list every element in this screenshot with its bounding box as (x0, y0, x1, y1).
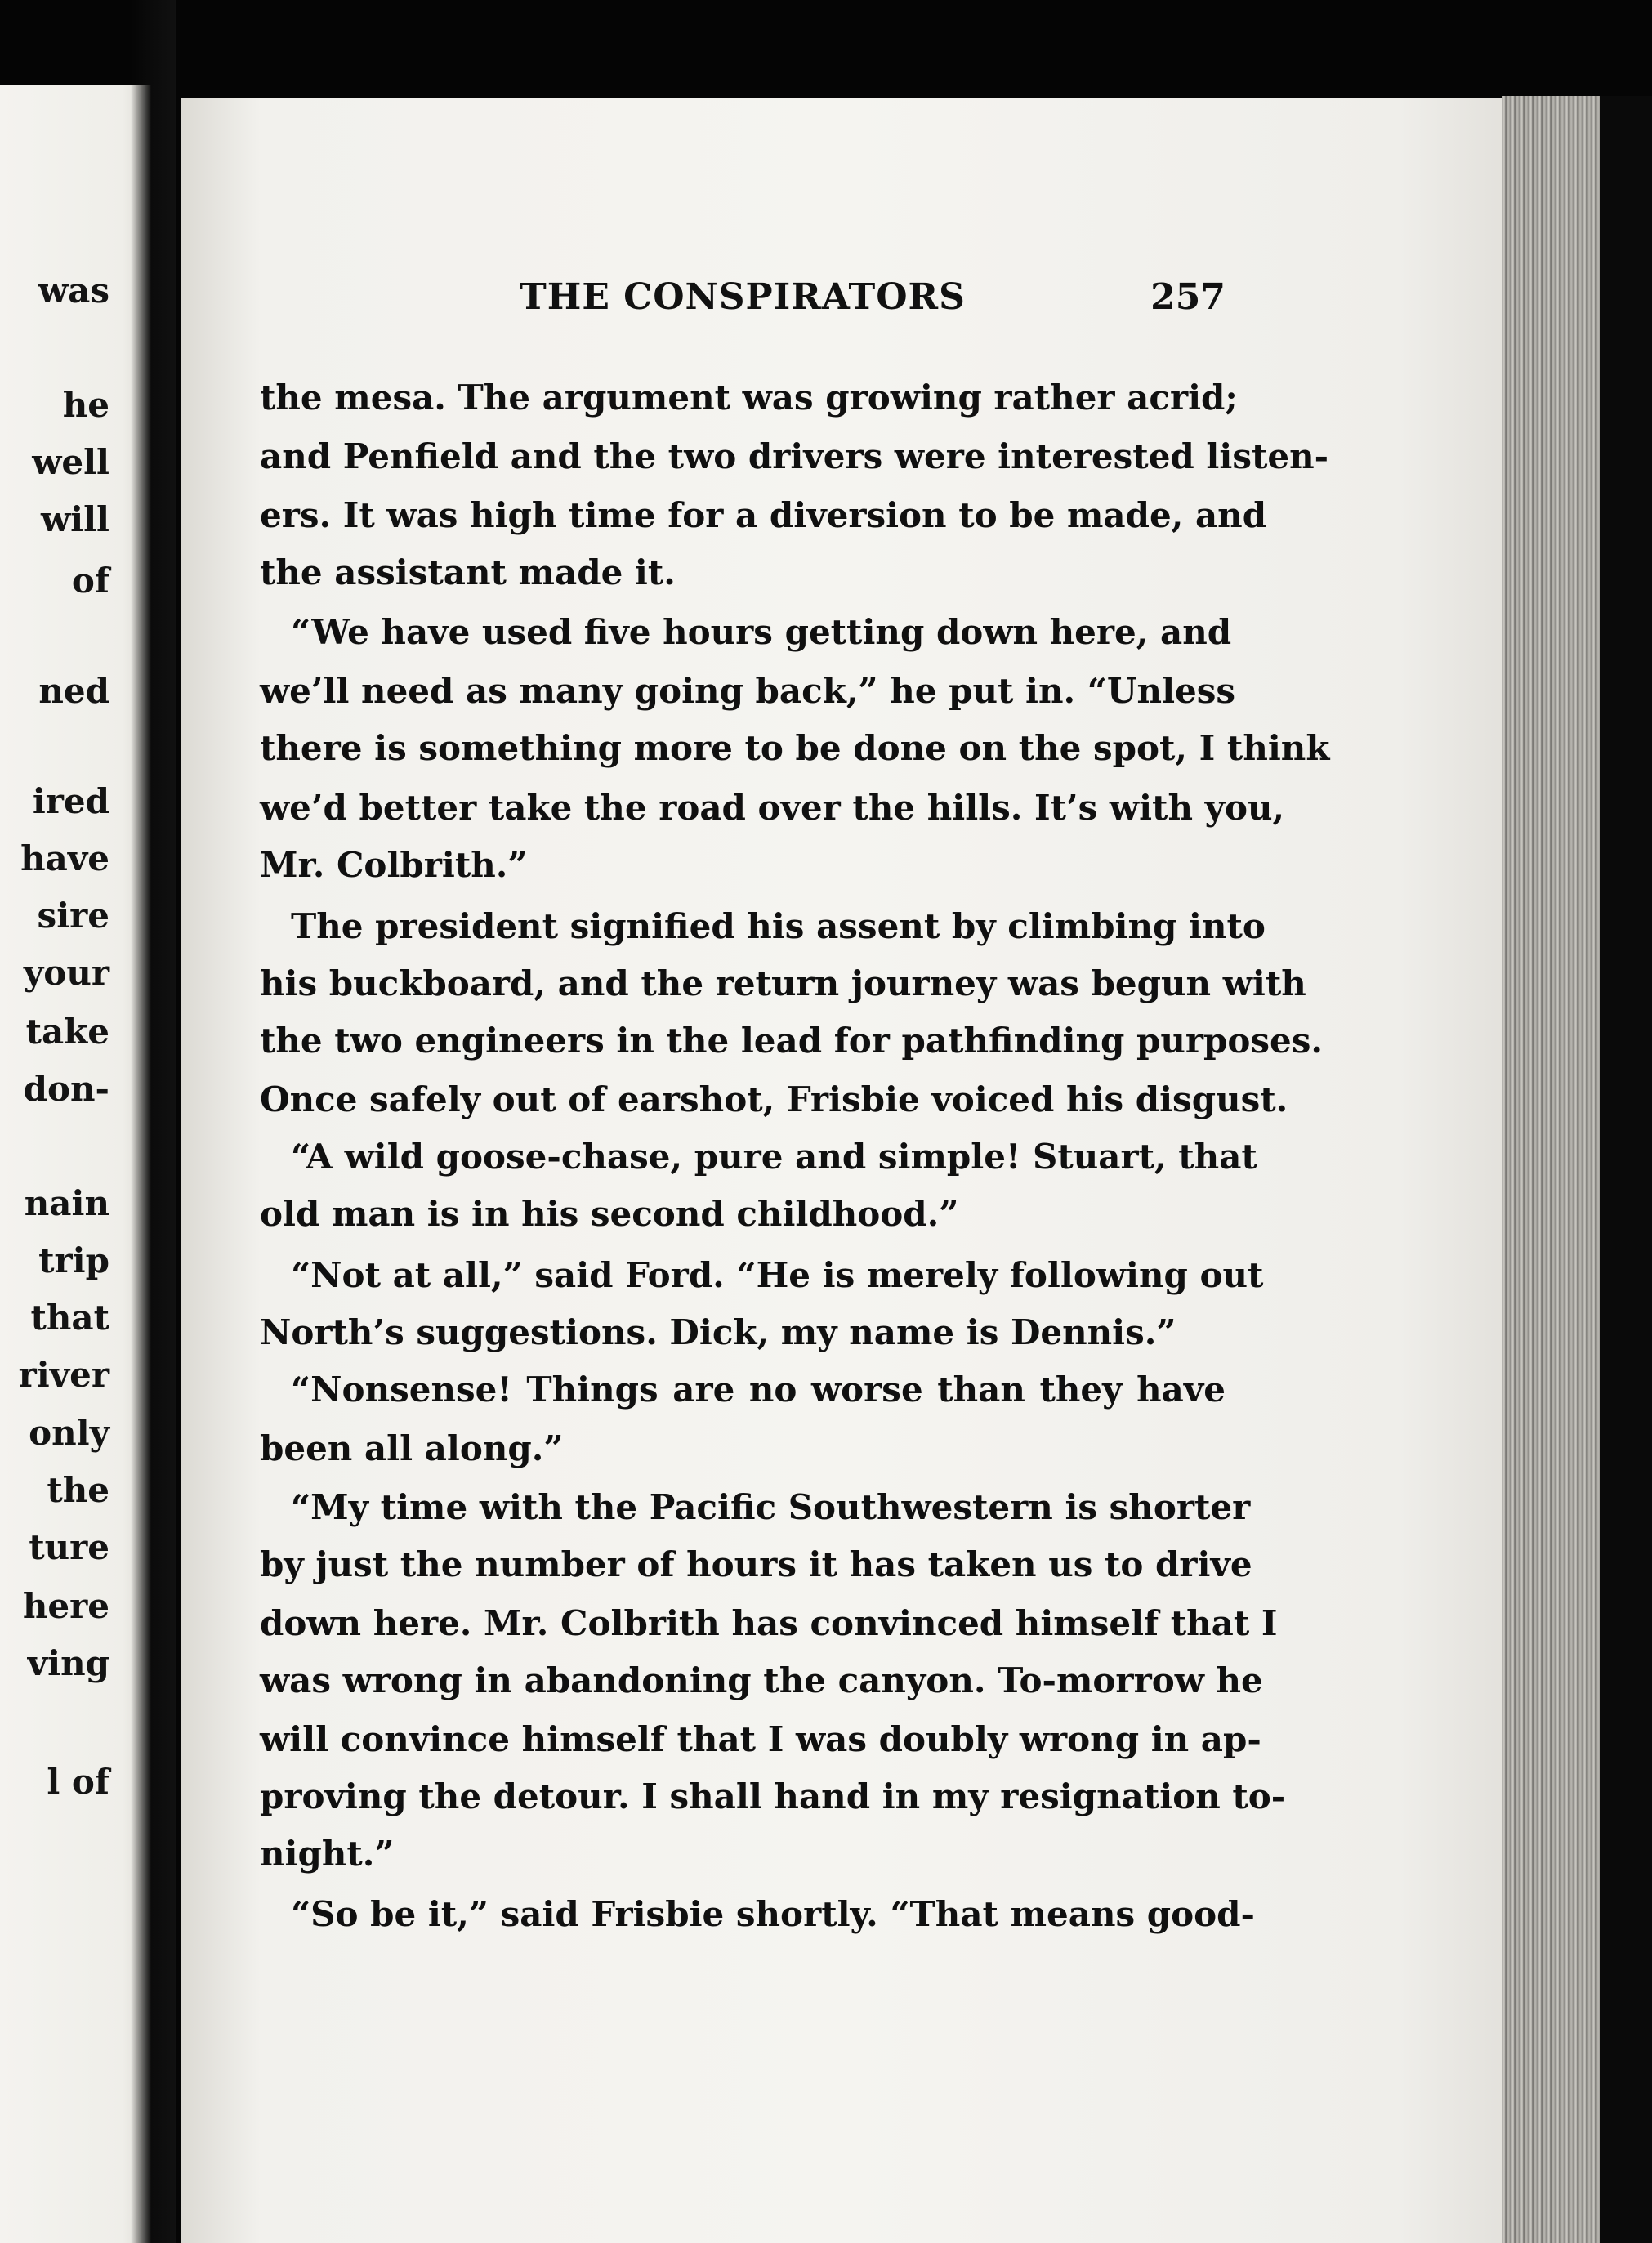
text-line: “My time with the Pacific Southwestern is shorter (291, 1487, 1251, 1527)
previous-page-line-fragment: he (62, 385, 109, 425)
previous-page-line-fragment: nain (24, 1183, 109, 1223)
text-line: North’s suggestions. Dick, my name is Dennis.” (260, 1312, 1176, 1352)
previous-page-line-fragment: ned (38, 671, 109, 711)
previous-page-line-fragment: was (38, 270, 109, 311)
previous-page-line-fragment: your (23, 953, 109, 993)
previous-page-line-fragment: sire (37, 896, 109, 936)
text-line: was wrong in abandoning the canyon. To-morrow he (260, 1660, 1263, 1700)
text-line: “So be it,” said Frisbie shortly. “That means good- (291, 1894, 1255, 1934)
previous-page-line-fragment: well (32, 442, 109, 482)
previous-page-line-fragment: ving (27, 1643, 109, 1683)
running-head-title: THE CONSPIRATORS (520, 276, 966, 318)
text-line: we’ll need as many going back,” he put in. “Unless (260, 671, 1236, 711)
text-line: Once safely out of earshot, Frisbie voiced his disgust. (260, 1079, 1288, 1119)
text-line: there is something more to be done on the spot, I think (260, 728, 1330, 768)
running-head (260, 276, 1226, 325)
book-gutter (131, 0, 176, 2243)
text-line: night.” (260, 1834, 395, 1874)
previous-page-line-fragment: l of (47, 1762, 109, 1802)
text-line: will convince himself that I was doubly wrong in ap- (260, 1719, 1261, 1759)
text-line: the mesa. The argument was growing rather acrid; (260, 378, 1238, 418)
text-line: his buckboard, and the return journey was begun with (260, 963, 1306, 1003)
previous-page-line-fragment: ired (32, 781, 109, 821)
text-line: we’d better take the road over the hills. It’s with you, (260, 788, 1285, 828)
text-line: the assistant made it. (260, 552, 676, 592)
previous-page-line-fragment: will (40, 499, 109, 539)
text-line: “A wild goose-chase, pure and simple! Stuart, that (291, 1137, 1257, 1177)
text-line: “Nonsense! Things are no worse than they have (291, 1369, 1226, 1410)
text-line: old man is in his second childhood.” (260, 1194, 959, 1234)
previous-page-line-fragment: have (20, 838, 109, 878)
previous-page-line-fragment: that (30, 1298, 109, 1338)
text-line: Mr. Colbrith.” (260, 845, 528, 885)
previous-page-line-fragment: only (29, 1413, 109, 1453)
previous-page-line-fragment: don- (23, 1069, 109, 1109)
text-line: proving the detour. I shall hand in my resignation to- (260, 1776, 1286, 1816)
book-edge-shadow (1600, 96, 1652, 2243)
text-line: down here. Mr. Colbrith has convinced himself that I (260, 1603, 1278, 1643)
text-line: The president signified his assent by climbing into (291, 906, 1266, 946)
previous-page-line-fragment: take (25, 1012, 109, 1052)
previous-page-line-fragment: trip (38, 1240, 109, 1280)
page-edges (1502, 96, 1608, 2243)
previous-page-line-fragment: ture (29, 1527, 109, 1567)
previous-page-line-fragment: here (22, 1586, 109, 1626)
previous-page-line-fragment: river (18, 1355, 109, 1395)
page-number: 257 (1150, 276, 1226, 318)
text-line: been all along.” (260, 1428, 564, 1468)
text-line: and Penfield and the two drivers were interested listen- (260, 436, 1329, 476)
text-line: the two engineers in the lead for pathfinding purposes. (260, 1021, 1324, 1061)
text-line: “Not at all,” said Ford. “He is merely following out (291, 1255, 1264, 1295)
text-line: “We have used five hours getting down here, and (291, 612, 1232, 652)
previous-page-line-fragment: the (47, 1470, 109, 1510)
text-line: by just the number of hours it has taken us to drive (260, 1544, 1252, 1584)
previous-page-line-fragment: of (71, 561, 109, 601)
text-line: ers. It was high time for a diversion to be made, and (260, 495, 1267, 535)
